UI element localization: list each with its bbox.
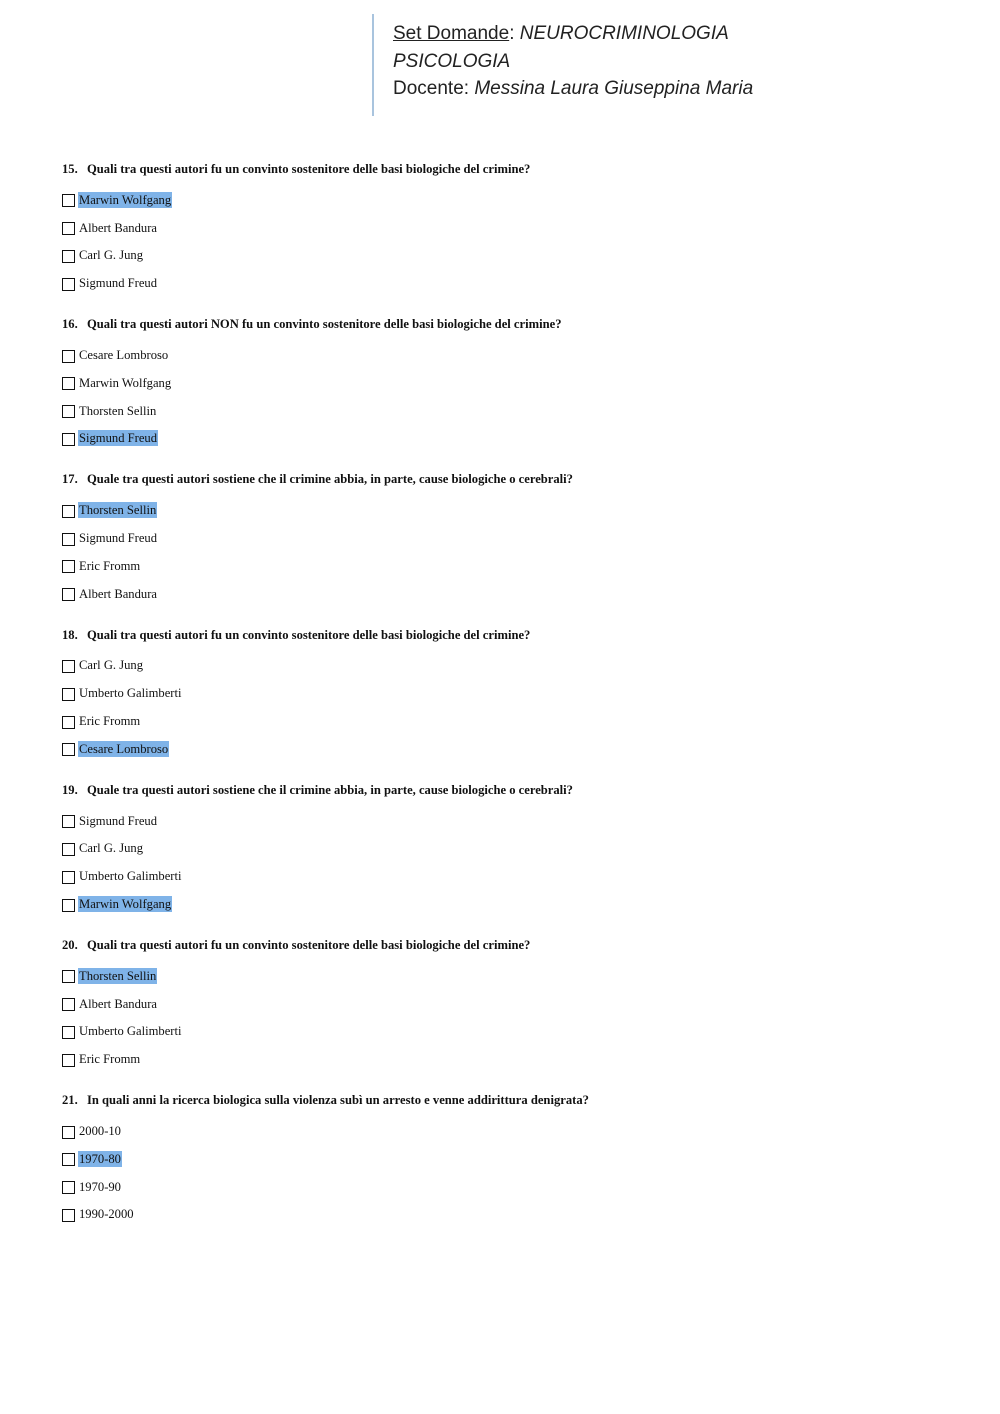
answer-checkbox[interactable] <box>62 970 75 983</box>
answer-label: Cesare Lombroso <box>79 348 169 363</box>
answer-label: Eric Fromm <box>79 558 141 573</box>
question-title <box>62 470 942 488</box>
answer-checkbox[interactable] <box>62 1209 75 1222</box>
answer-option[interactable] <box>62 652 942 680</box>
answer-option[interactable] <box>62 962 942 990</box>
answer-label: Thorsten Sellin <box>79 403 157 418</box>
answer-label: Sigmund Freud <box>79 276 158 291</box>
question-block <box>62 470 942 607</box>
answer-option[interactable] <box>62 341 942 369</box>
set-line <box>393 20 792 48</box>
answer-checkbox[interactable] <box>62 350 75 363</box>
set-label: Set Domande <box>393 23 510 44</box>
answer-checkbox[interactable] <box>62 405 75 418</box>
answer-checkbox[interactable] <box>62 505 75 518</box>
question-title <box>62 315 942 333</box>
answer-label: Umberto Galimberti <box>79 869 182 884</box>
answer-option[interactable] <box>62 1201 942 1229</box>
answer-label: Carl G. Jung <box>79 658 144 673</box>
question-number: 20. <box>62 937 78 952</box>
answer-checkbox[interactable] <box>62 1181 75 1194</box>
question-title <box>62 626 942 644</box>
answer-label: Eric Fromm <box>79 1052 141 1067</box>
question-text: Quali tra questi autori fu un convinto sostenitore delle basi biologiche del crimine? <box>87 162 531 176</box>
question-text: Quali tra questi autori NON fu un convinto sostenitore delle basi biologiche del crimine? <box>87 317 562 332</box>
question-title <box>62 936 942 954</box>
answer-label-highlighted: Marwin Wolfgang <box>79 897 172 912</box>
answer-option[interactable] <box>62 1018 942 1046</box>
answer-label: Eric Fromm <box>79 714 141 729</box>
answer-checkbox[interactable] <box>62 1153 75 1166</box>
answer-label: Albert Bandura <box>79 586 157 601</box>
answer-option[interactable] <box>62 580 942 608</box>
answer-checkbox[interactable] <box>62 560 75 573</box>
answer-option[interactable] <box>62 269 942 297</box>
answer-option[interactable] <box>62 707 942 735</box>
answer-checkbox[interactable] <box>62 533 75 546</box>
answer-checkbox[interactable] <box>62 843 75 856</box>
answer-label-highlighted: Marwin Wolfgang <box>79 192 172 207</box>
question-block <box>62 315 942 452</box>
document-header <box>372 14 792 116</box>
set-value: NEUROCRIMINOLOGIA <box>519 23 729 44</box>
answer-checkbox[interactable] <box>62 998 75 1011</box>
question-block <box>62 626 942 763</box>
question-list <box>62 160 942 1246</box>
question-block <box>62 936 942 1073</box>
answer-label: 1970-90 <box>79 1179 121 1194</box>
answer-label: Albert Bandura <box>79 220 157 235</box>
set-line-2 <box>393 48 792 76</box>
question-number: 17. <box>62 472 78 487</box>
answer-checkbox[interactable] <box>62 688 75 701</box>
answer-checkbox[interactable] <box>62 433 75 446</box>
answer-option[interactable] <box>62 496 942 524</box>
answer-label: Sigmund Freud <box>79 531 158 546</box>
answer-label: 1990-2000 <box>79 1207 134 1222</box>
question-number: 18. <box>62 627 78 642</box>
answer-label: 2000-10 <box>79 1124 121 1139</box>
answer-option[interactable] <box>62 552 942 580</box>
question-text: Quale tra questi autori sostiene che il crimine abbia, in parte, cause biologiche o cerebrali? <box>87 472 573 487</box>
answer-option[interactable] <box>62 679 942 707</box>
question-text: Quali tra questi autori fu un convinto sostenitore delle basi biologiche del crimine? <box>87 937 531 952</box>
answer-checkbox[interactable] <box>62 815 75 828</box>
answer-checkbox[interactable] <box>62 377 75 390</box>
answer-checkbox[interactable] <box>62 222 75 235</box>
answer-label: Umberto Galimberti <box>79 686 182 701</box>
question-text: In quali anni la ricerca biologica sulla violenza subì un arresto e venne addirittura denigrata? <box>87 1093 589 1108</box>
answer-label: Carl G. Jung <box>79 841 144 856</box>
answer-option[interactable] <box>62 369 942 397</box>
answer-checkbox[interactable] <box>62 660 75 673</box>
question-title <box>62 781 942 799</box>
docente-line <box>393 75 792 103</box>
question-text: Quali tra questi autori fu un convinto sostenitore delle basi biologiche del crimine? <box>87 627 531 642</box>
set-colon: : <box>509 23 515 44</box>
question-number: 15. <box>62 162 78 176</box>
answer-label-highlighted: Thorsten Sellin <box>79 503 157 518</box>
answer-option[interactable] <box>62 524 942 552</box>
set-value-continued: PSICOLOGIA <box>393 50 511 72</box>
answer-option[interactable] <box>62 862 942 890</box>
answer-label-highlighted: Sigmund Freud <box>79 431 158 446</box>
answer-option[interactable] <box>62 242 942 270</box>
answer-checkbox[interactable] <box>62 250 75 263</box>
answer-checkbox[interactable] <box>62 1026 75 1039</box>
answer-option[interactable] <box>62 1045 942 1073</box>
answer-option[interactable] <box>62 807 942 835</box>
question-number: 21. <box>62 1093 78 1108</box>
answer-option[interactable] <box>62 186 942 214</box>
question-title <box>62 1091 942 1109</box>
question-block <box>62 781 942 918</box>
answer-option[interactable] <box>62 1173 942 1201</box>
answer-checkbox[interactable] <box>62 194 75 207</box>
answer-label: Umberto Galimberti <box>79 1024 182 1039</box>
answer-option[interactable] <box>62 890 942 918</box>
answer-option[interactable] <box>62 835 942 863</box>
answer-label-highlighted: 1970-80 <box>79 1151 121 1166</box>
answer-checkbox[interactable] <box>62 278 75 291</box>
docente-value: Messina Laura Giuseppina Maria <box>474 78 754 99</box>
answer-label: Marwin Wolfgang <box>79 375 172 390</box>
answer-checkbox[interactable] <box>62 716 75 729</box>
answer-option[interactable] <box>62 1117 942 1145</box>
answer-checkbox[interactable] <box>62 871 75 884</box>
answer-checkbox[interactable] <box>62 899 75 912</box>
answer-checkbox[interactable] <box>62 1054 75 1067</box>
question-number: 19. <box>62 782 78 797</box>
question-block <box>62 160 942 297</box>
answer-option[interactable] <box>62 397 942 425</box>
answer-checkbox[interactable] <box>62 1126 75 1139</box>
answer-option[interactable] <box>62 735 942 763</box>
answer-label: Albert Bandura <box>79 996 157 1011</box>
answer-option[interactable] <box>62 990 942 1018</box>
answer-checkbox[interactable] <box>62 743 75 756</box>
question-number: 16. <box>62 317 78 332</box>
question-block <box>62 1091 942 1228</box>
answer-label-highlighted: Thorsten Sellin <box>79 968 157 983</box>
answer-option[interactable] <box>62 214 942 242</box>
answer-option[interactable] <box>62 1145 942 1173</box>
answer-label-highlighted: Cesare Lombroso <box>79 741 169 756</box>
answer-option[interactable] <box>62 425 942 453</box>
answer-checkbox[interactable] <box>62 588 75 601</box>
question-text: Quale tra questi autori sostiene che il crimine abbia, in parte, cause biologiche o cerebrali? <box>87 782 573 797</box>
docente-label: Docente: <box>393 78 470 99</box>
answer-label: Carl G. Jung <box>79 248 144 263</box>
question-title <box>62 160 942 178</box>
answer-label: Sigmund Freud <box>79 813 158 828</box>
